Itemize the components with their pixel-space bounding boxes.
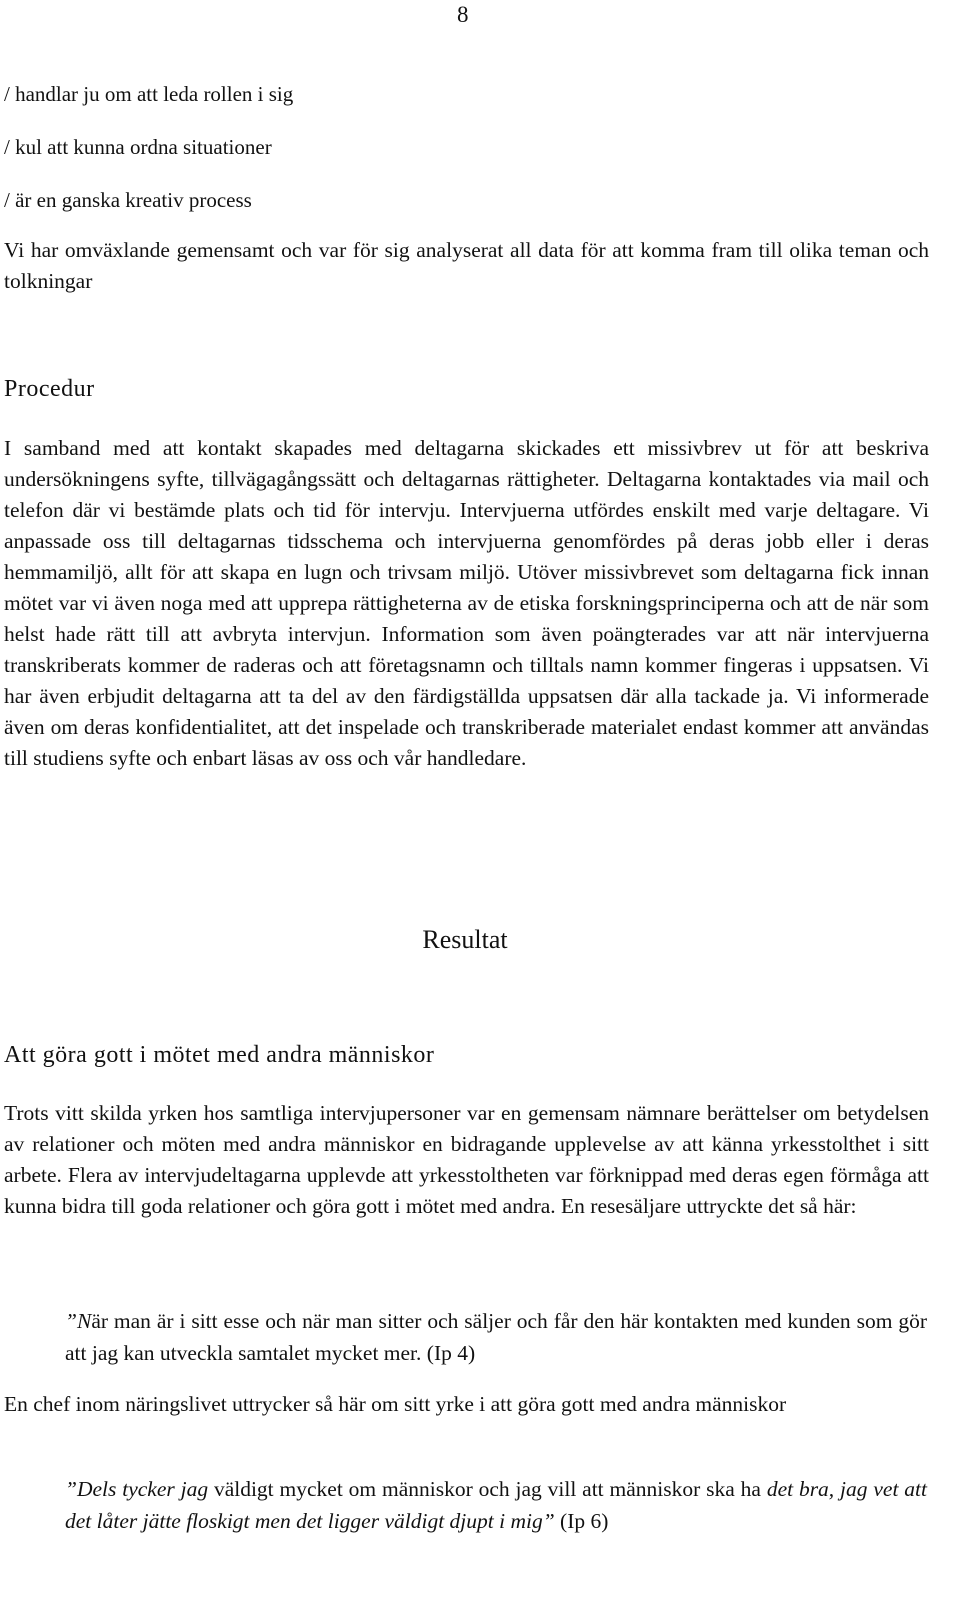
page-number: 8 [457,2,469,27]
quote-block-2 [65,1473,927,1537]
results-paragraph-2: En chef inom näringslivet uttrycker så här om sitt yrke i att göra gott med andra människor [4,1392,787,1416]
quote-text: är man är i sitt esse och när man sitter och säljer och får den här kontakten med kunden som gör att jag kan utveckla samtalet mycket mer. (Ip 4) [65,1309,927,1365]
list-item: / handlar ju om att leda rollen i sig [4,82,294,106]
quote-italic-start: ”Dels tycker jag [65,1477,209,1501]
quote-block [65,1305,927,1369]
quote-plain-end: (Ip 6) [554,1509,609,1533]
list-item: / är en ganska kreativ process [4,188,252,212]
quote-italic-mid: det bra, jag vet att det låter jätte floskigt men det ligger väldigt djupt i mig” [65,1477,927,1533]
results-subheading: Att göra gott i mötet med andra människor [4,1042,435,1068]
bullet-list [4,78,929,237]
results-heading: Resultat [422,925,508,954]
quote-plain: väldigt mycket om människor och jag vill att människor ska ha [208,1477,767,1501]
procedure-paragraph: I samband med att kontakt skapades med deltagarna skickades ett missivbrev ut för att beskriva undersökningens syfte, tillvägagångssätt och deltagarnas rättigheter. Deltagarna kontaktades via mail och telefon där vi bestämde plats och tid för intervju. Intervjuerna utfördes enskilt med varje deltagare. Vi anpassade oss till deltagarnas tidsschema och intervjuerna genomfördes på deras jobb eller i deras hemmamiljö, allt för att skapa en lugn och trivsam miljö. Utöver missivbrevet som deltagarna fick innan mötet var vi även noga med att upprepa rättigheterna av de etiska forskningsprinciperna och att de när som helst hade rätt till att avbryta intervjun. Information som även poängterades var att när intervjuerna transkriberats kommer de raderas och att företagsnamn och tilltals namn kommer fingeras i uppsatsen. Vi har även erbjudit deltagarna att ta del av den färdigställda uppsatsen där alla tackade ja. Vi informerade även om deras konfidentialitet, att det inspelade och transkriberade materialet endast kommer att användas till studiens syfte och enbart läsas av oss och vår handledare. [4,436,929,770]
results-paragraph: Trots vitt skilda yrken hos samtliga intervjupersoner var en gemensam nämnare berättelser om betydelsen av relationer och möten med andra människor en bidragande upplevelse av att känna yrkesstolthet i sitt arbete. Flera av intervjudeltagarna upplevde att yrkesstoltheten var förknippad med deras egen förmåga att kunna bidra till goda relationer och göra gott i mötet med andra. En resesäljare uttryckte det så här: [4,1101,929,1218]
procedure-heading: Procedur [4,376,95,402]
list-item: / kul att kunna ordna situationer [4,135,272,159]
analysis-paragraph: Vi har omväxlande gemensamt och var för sig analyserat all data för att komma fram till olika teman och tolkningar [4,238,929,293]
quote-opening: ”N [65,1309,92,1333]
